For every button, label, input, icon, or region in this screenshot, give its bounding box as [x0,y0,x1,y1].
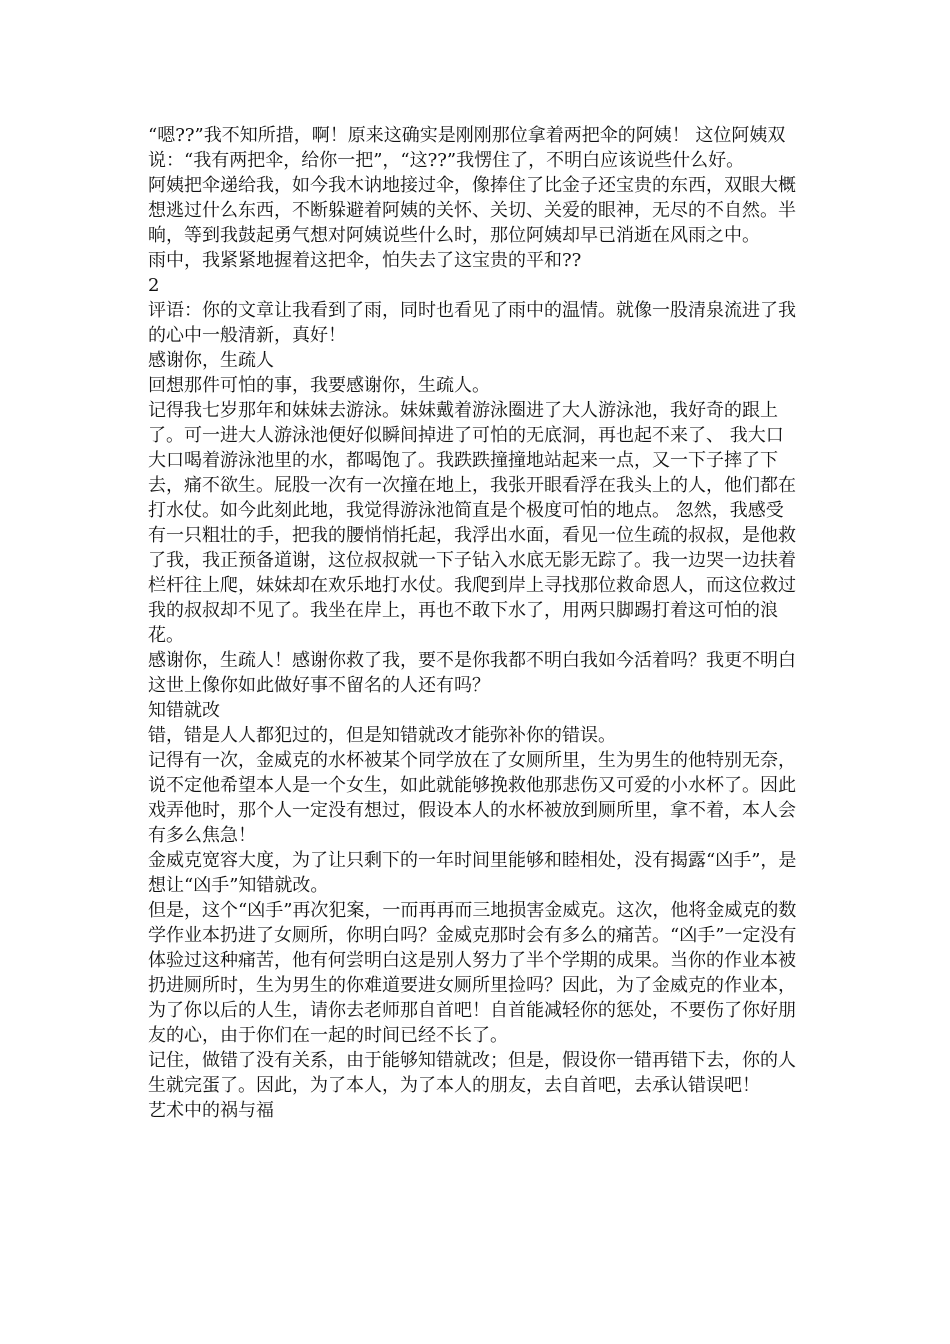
essay-title-art-fortune: 艺术中的祸与福 [148,1100,274,1121]
paragraph-water-cup: 记得有一次，金威克的水杯被某个同学放在了女厕所里，生为男生的他特别无奈，说不定他希望本人是一个女生，如此就能够挽救他那悲伤又可爱的小水杯了。因此戏弄他时，那个人一定没有想过，假设本人的水杯被放到厕所里，拿不着，本人会有多么焦急！ [148,750,796,846]
document-page [148,123,798,1123]
paragraph-mistake-intro: 错，错是人人都犯过的，但是知错就改才能弥补你的错误。 [148,725,616,746]
paragraph-holding-umbrella: 雨中，我紧紧地握着这把伞，怕失去了这宝贵的平和?? [148,250,582,271]
paragraph-recall: 回想那件可怕的事，我要感谢你，生疏人。 [148,375,490,396]
paragraph-thanks: 感谢你，生疏人！感谢你救了我，要不是你我都不明白我如今活着吗？我更不明白这世上像你如此做好事不留名的人还有吗？ [148,650,796,696]
essay-title-thank-stranger: 感谢你，生疏人 [148,350,274,371]
paragraph-conclusion: 记住，做错了没有关系，由于能够知错就改；但是，假设你一错再错下去，你的人生就完蛋了。因此，为了本人，为了本人的朋友，去自首吧，去承认错误吧！ [148,1050,796,1096]
comment-paragraph: 评语：你的文章让我看到了雨，同时也看见了雨中的温情。就像一股清泉流进了我的心中一般清新，真好！ [148,300,796,346]
essay-title-correct-mistakes: 知错就改 [148,700,220,721]
paragraph-tolerance: 金威克宽容大度，为了让只剩下的一年时间里能够和睦相处，没有揭露“凶手”，是想让“凶手”知错就改。 [148,850,797,896]
paragraph-receiving-umbrella: 阿姨把伞递给我，如今我木讷地接过伞，像捧住了比金子还宝贵的东西，双眼大概想逃过什么东西，不断躲避着阿姨的关怀、关切、关爱的眼神，无尽的不自然。半晌，等到我鼓起勇气想对阿姨说些什么时，那位阿姨却早已消逝在风雨之中。 [148,175,796,246]
section-number: 2 [148,275,160,296]
paragraph-swimming-story: 记得我七岁那年和妹妹去游泳。妹妹戴着游泳圈进了大人游泳池，我好奇的跟上了。可一进大人游泳池便好似瞬间掉进了可怕的无底洞，再也起不来了、 我大口大口喝着游泳池里的水，都喝饱了。我跌跌撞撞地站起来一点，又一下子摔了下去，痛不欲生。屁股一次有一次撞在地上，我张开眼看浮在我头上的人，他们都在打水仗。如今此刻此地，我觉得游泳池简直是个极度可怕的地点。 忽然，我感受有一只粗壮的手，把我的腰悄悄托起，我浮出水面，看见一位生疏的叔叔，是他救了我，我正预备道谢，这位叔叔就一下子钻入水底无影无踪了。我一边哭一边扶着栏杆往上爬，妹妹却在欢乐地打水仗。我爬到岸上寻找那位救命恩人，而这位救过我的叔叔却不见了。我坐在岸上，再也不敢下水了，用两只脚踢打着这可怕的浪花。 [148,400,796,646]
paragraph-homework: 但是，这个“凶手”再次犯案，一而再再而三地损害金威克。这次，他将金威克的数学作业本扔进了女厕所，你明白吗？金威克那时会有多么的痛苦。“凶手”一定没有体验过这种痛苦，他有何尝明白这是别人努力了半个学期的成果。当你的作业本被扔进厕所时，生为男生的你难道要进女厕所里捡吗？因此，为了金威克的作业本，为了你以后的人生，请你去老师那自首吧！自首能减轻你的惩处，不要伤了你好朋友的心，由于你们在一起的时间已经不长了。 [148,900,797,1046]
paragraph-umbrella-aunt: “嗯??”我不知所措，啊！原来这确实是刚刚那位拿着两把伞的阿姨！ 这位阿姨双说：“我有两把伞，给你一把”，“这??”我愣住了，不明白应该说些什么好。 [148,125,786,171]
